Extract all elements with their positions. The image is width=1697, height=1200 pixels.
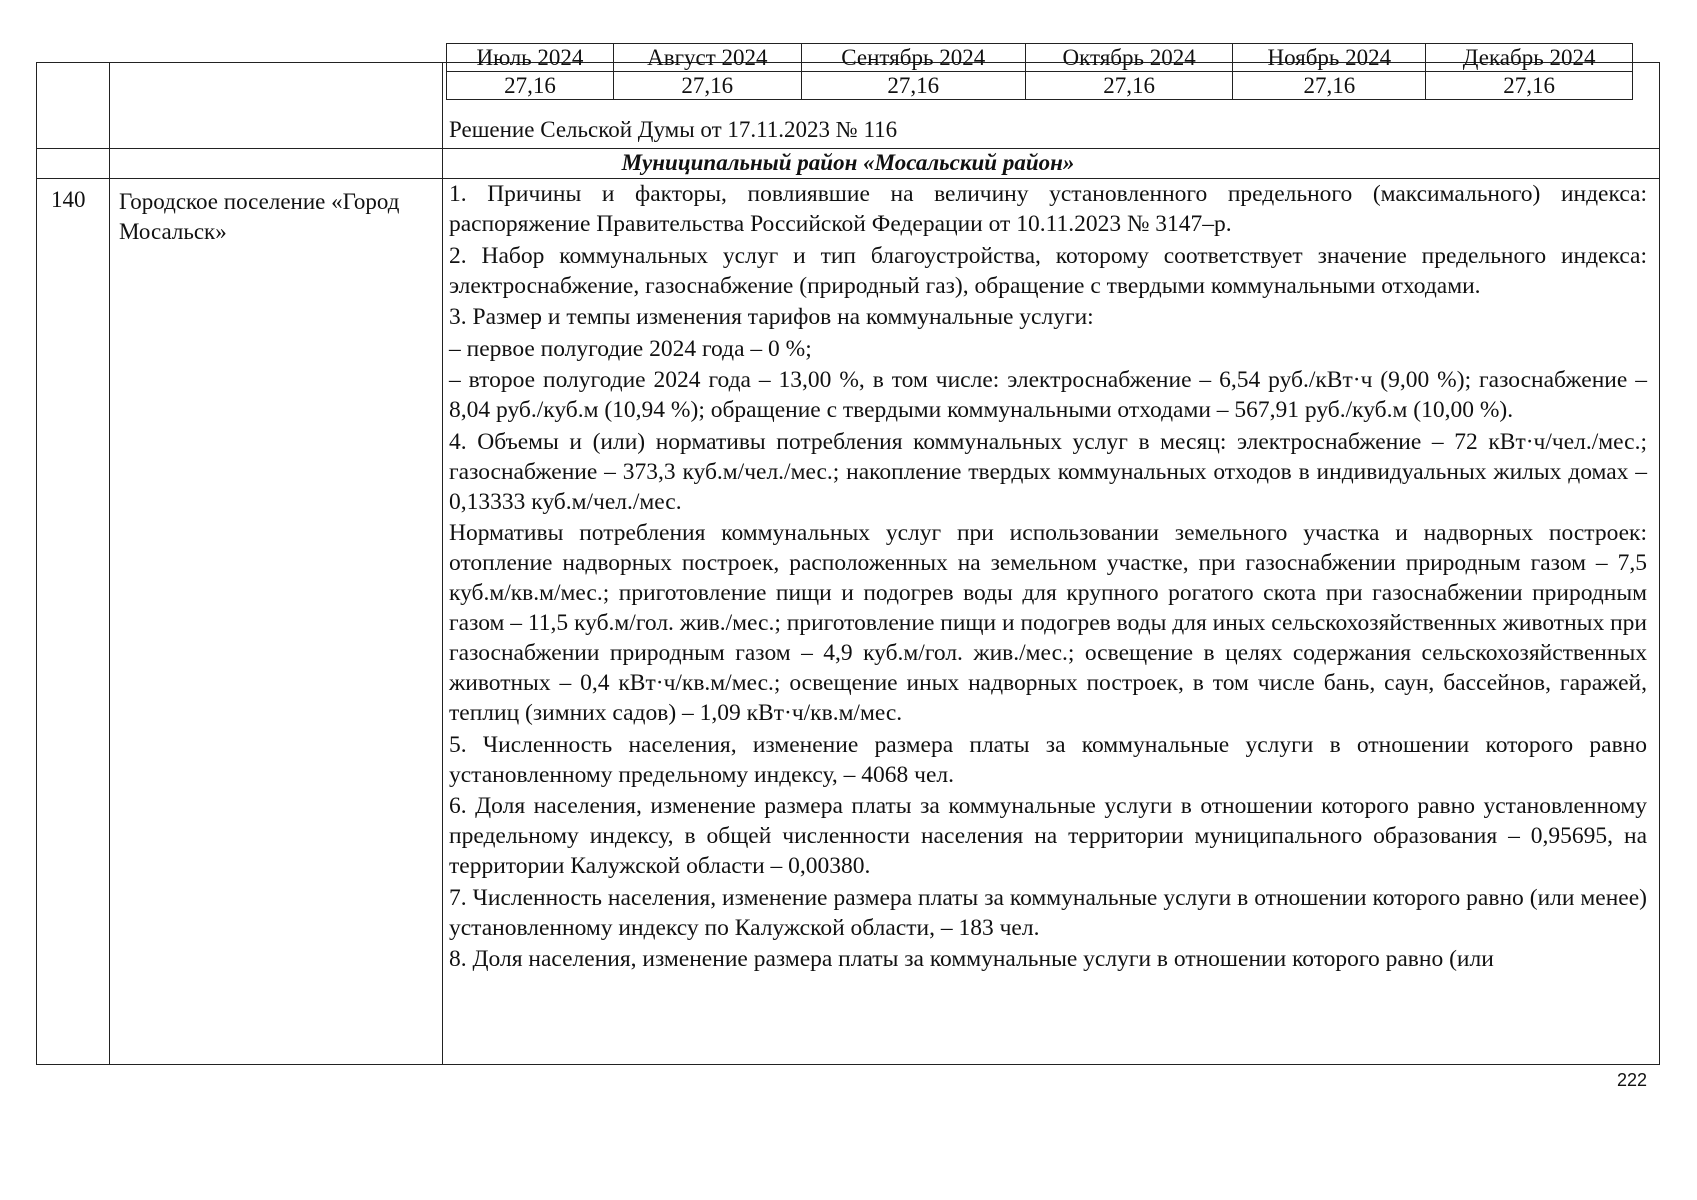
- paragraph: 3. Размер и темпы изменения тарифов на коммунальные услуги:: [449, 304, 1094, 330]
- months-header-row: [447, 44, 1633, 72]
- paragraph: 1. Причины и факторы, повлиявшие на величину установленного предельного (максимального) индекса: распоряжение Правительства Российской Федерации от 10.11.2023 № 3147–р.: [449, 181, 1647, 237]
- paragraph: 4. Объемы и (или) нормативы потребления коммунальных услуг в месяц: электроснабжение – 72 кВт·ч/чел./мес.; газоснабжение – 373,3 куб.м/чел./мес.; накопление твердых коммунальных отходов в индивидуальных жилых домах – 0,13333 куб.м/чел./мес.: [449, 428, 1647, 515]
- paragraph: 8. Доля населения, изменение размера платы за коммунальные услуги в отношении которого равно (или: [449, 946, 1494, 972]
- month-header: Октябрь 2024: [1025, 44, 1233, 72]
- paragraph: – второе полугодие 2024 года – 13,00 %, в том числе: электроснабжение – 6,54 руб./кВт·ч (9,00 %); газоснабжение – 8,04 руб./куб.м (10,94 %); обращение с твердыми коммунальными отходами – 567,91 руб./куб.м (10,00 %).: [449, 367, 1647, 423]
- row-number: 140: [51, 187, 86, 212]
- month-header: Ноябрь 2024: [1233, 44, 1426, 72]
- paragraph: 6. Доля населения, изменение размера платы за коммунальные услуги в отношении которого равно установленному предельному индексу, в общей численности населения на территории муниципального образования – 0,95695, на территории Калужской области – 0,00380.: [449, 793, 1647, 879]
- table-frame: [36, 45, 1660, 1065]
- column-divider-1: [109, 63, 110, 1064]
- paragraph: 5. Численность населения, изменение размера платы за коммунальные услуги в отношении которого равно установленному предельному индексу, – 4068 чел.: [449, 731, 1647, 788]
- column-divider-2: [442, 63, 443, 1064]
- month-header: Июль 2024: [447, 44, 614, 72]
- row-content: [449, 179, 1647, 976]
- paragraph: 7. Численность населения, изменение размера платы за коммунальные услуги в отношении которого равно (или менее) установленному индексу по Калужской области, – 183 чел.: [449, 884, 1647, 941]
- months-value-row: [447, 72, 1633, 100]
- month-value: 27,16: [1233, 72, 1426, 100]
- month-header: Август 2024: [613, 44, 801, 72]
- region-header: Муниципальный район «Мосальский район»: [621, 150, 1075, 175]
- month-header: Декабрь 2024: [1426, 44, 1633, 72]
- page-number: 222: [1616, 1070, 1647, 1090]
- month-value: 27,16: [801, 72, 1025, 100]
- paragraph: Нормативы потребления коммунальных услуг при использовании земельного участка и надворных построек: отопление надворных построек, расположенных на земельном участке, при газоснабжении природным газом – 7,5 куб.м/кв.м/мес.; приготовление пищи и подогрев воды для крупного рогатого скота при газоснабжении природным газом – 11,5 куб.м/гол. жив./мес.; приготовление пищи и подогрев воды для иных сельскохозяйственных животных при газоснабжении природным газом – 4,9 куб.м/гол. жив./мес.; освещение в целях содержания сельскохозяйственных животных – 0,4 кВт·ч/кв.м/мес.; освещение иных надворных построек, в том числе бань, саун, бассейнов, гаражей, теплиц (зимних садов) – 1,09 кВт·ч/кв.м/мес.: [449, 520, 1647, 726]
- month-value: 27,16: [1025, 72, 1233, 100]
- month-value: 27,16: [1426, 72, 1633, 100]
- month-header: Сентябрь 2024: [801, 44, 1025, 72]
- paragraph: – первое полугодие 2024 года – 0 %;: [449, 335, 812, 362]
- monthly-index-table: [446, 43, 1633, 100]
- decision-text: Решение Сельской Думы от 17.11.2023 № 116: [449, 117, 898, 142]
- paragraph: 2. Набор коммунальных услуг и тип благоустройства, которому соответствует значение предельного индекса: электроснабжение, газоснабжение (природный газ), обращение с твердыми коммунальными отходами.: [449, 242, 1647, 299]
- month-value: 27,16: [613, 72, 801, 100]
- month-value: 27,16: [447, 72, 614, 100]
- municipality-name: Городское поселение «Город Мосальск»: [119, 189, 400, 244]
